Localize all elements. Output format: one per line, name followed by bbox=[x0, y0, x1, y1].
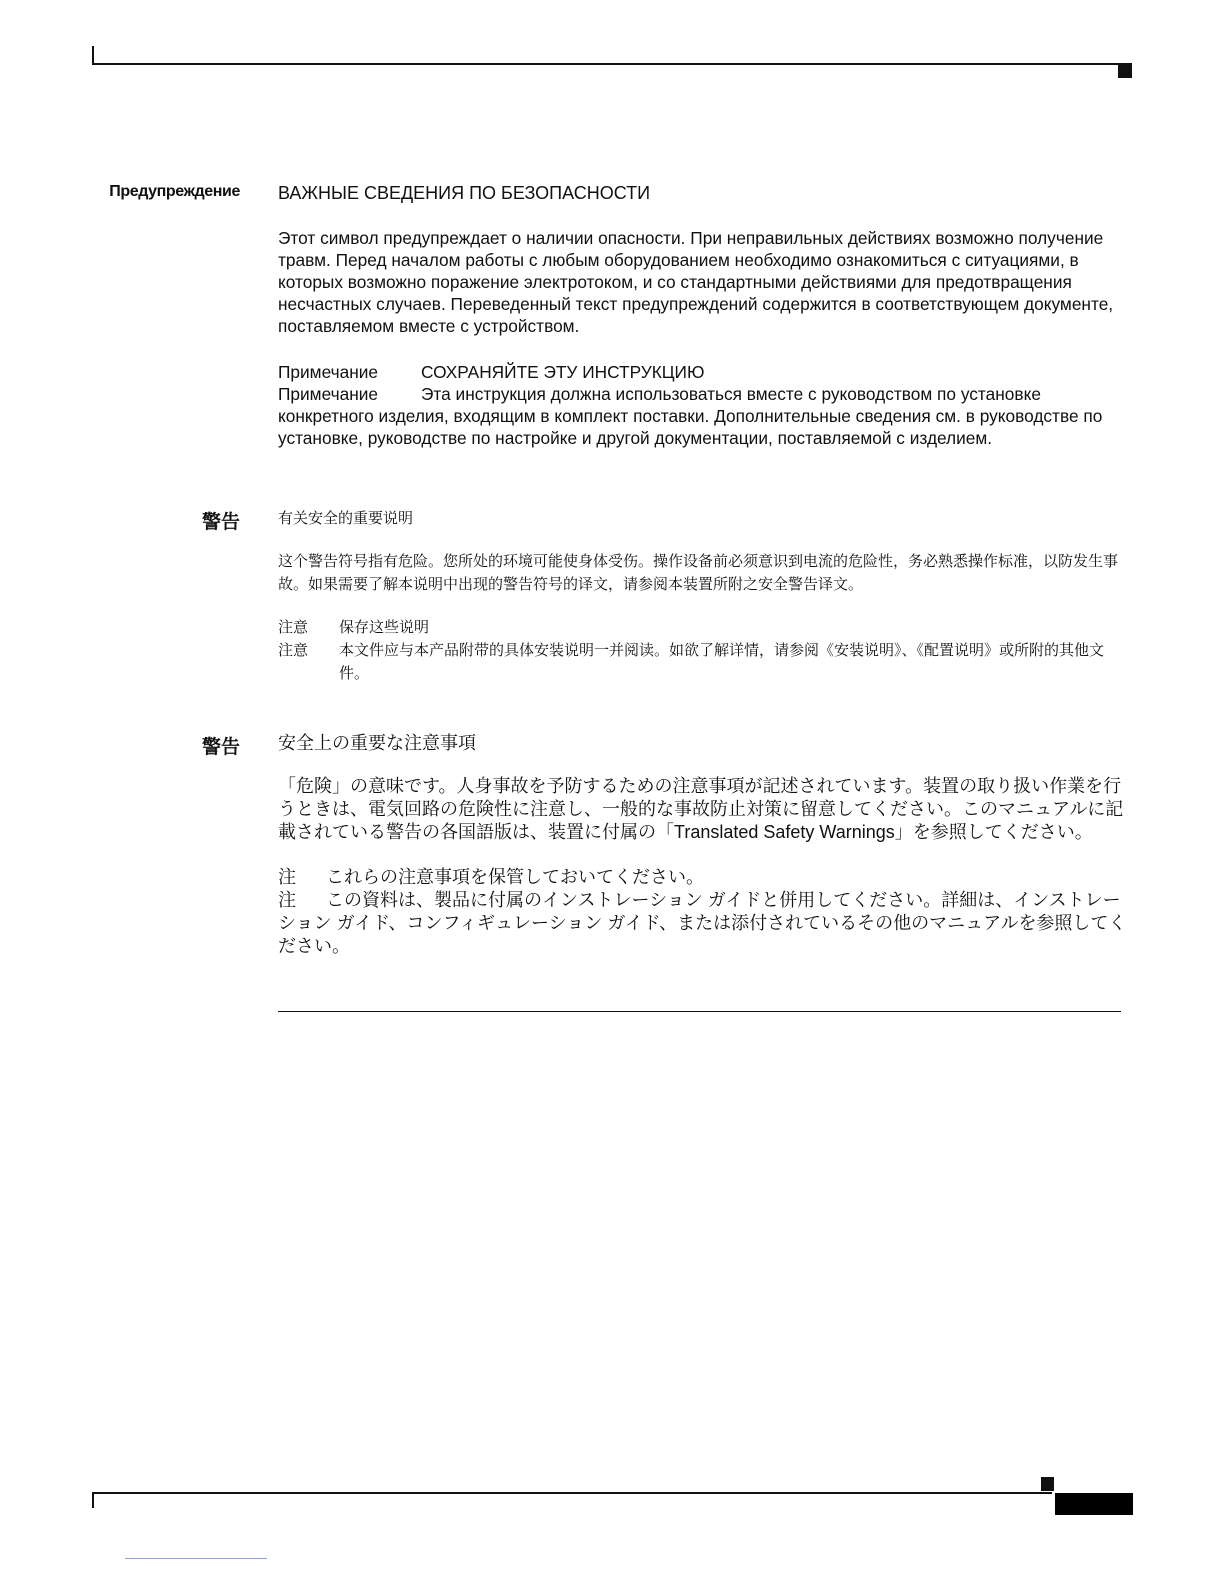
warning-label-ja: 警告 bbox=[201, 737, 240, 758]
note-zh-2 bbox=[278, 639, 1128, 685]
footer-small-mark bbox=[1041, 1477, 1054, 1491]
footer-rule bbox=[92, 1492, 1052, 1494]
note-ru-2-continued: конкретного изделия, входящим в комплект поставки. Дополнительные сведения см. в руководстве по установке, руководстве по настройке и другой документации, поставляемой с изделием. bbox=[278, 406, 1103, 448]
notes-zh bbox=[278, 616, 1128, 685]
note-label: Примечание bbox=[278, 384, 379, 404]
note-text: Эта инструкция должна использоваться вместе с руководством по установке bbox=[421, 384, 1041, 404]
footer-page-box bbox=[1055, 1493, 1133, 1515]
warning-section-zh bbox=[278, 507, 1128, 685]
note-text: СОХРАНЯЙТЕ ЭТУ ИНСТРУКЦИЮ bbox=[421, 362, 705, 382]
note-label: 注 bbox=[278, 890, 296, 910]
note-text: この資料は、製品に付属のインストレーション ガイドと併用してください。詳細は、インストレーション ガイド、コンフィギュレーション ガイド、または添付されているその他のマニュアルを参照してください。 bbox=[278, 890, 1127, 956]
note-label: Примечание bbox=[278, 362, 379, 382]
header-left-tick bbox=[92, 46, 94, 64]
note-text: 保存这些说明 bbox=[339, 619, 430, 636]
notes-ja bbox=[278, 866, 1128, 958]
note-zh-1 bbox=[278, 616, 1128, 639]
header-right-mark bbox=[1118, 65, 1132, 78]
warning-label-zh: 警告 bbox=[201, 512, 240, 533]
note-text: 本文件应与本产品附带的具体安装说明一并阅读。如欲了解详情，请参阅《安装说明》、《配置说明》或所附的其他文件。 bbox=[339, 642, 1105, 682]
warning-title-zh: 有关安全的重要说明 bbox=[278, 510, 414, 527]
warning-section-ja bbox=[278, 732, 1128, 958]
footer-left-tick bbox=[92, 1492, 94, 1508]
note-text: これらの注意事項を保管しておいてください。 bbox=[326, 867, 704, 887]
note-ru-1 bbox=[278, 361, 1128, 383]
note-label: 注 bbox=[278, 867, 296, 887]
footer-link-underline bbox=[125, 1558, 267, 1559]
note-ja-2 bbox=[278, 889, 1128, 958]
warning-body-ru: Этот символ предупреждает о наличии опасности. При неправильных действиях возможно получение травм. Перед началом работы с любым оборудованием необходимо ознакомиться с ситуациями, в которых возможно поражение электротоком, и со стандартными действиями для предотвращения несчастных случаев. Переведенный текст предупреждений содержится в соответствующем документе, поставляемом вместе с устройством. bbox=[278, 228, 1114, 336]
notes-ru bbox=[278, 361, 1128, 449]
note-ru-2 bbox=[278, 383, 1128, 405]
warning-body-zh: 这个警告符号指有危险。您所处的环境可能使身体受伤。操作设备前必须意识到电流的危险性，务必熟悉操作标准，以防发生事故。如果需要了解本说明中出现的警告符号的译文，请参阅本装置所附之安全警告译文。 bbox=[278, 553, 1119, 593]
warning-title-ru: ВАЖНЫЕ СВЕДЕНИЯ ПО БЕЗОПАСНОСТИ bbox=[278, 183, 651, 203]
note-label: 注意 bbox=[278, 619, 309, 636]
warning-label-ru: Предупреждение bbox=[109, 183, 240, 200]
note-ja-1 bbox=[278, 866, 1128, 889]
section-end-rule bbox=[278, 1011, 1121, 1012]
header-rule bbox=[92, 63, 1132, 65]
warning-section-ru bbox=[278, 183, 1128, 449]
warning-title-ja: 安全上の重要な注意事項 bbox=[278, 733, 476, 753]
warning-body-ja: 「危険」の意味です。人身事故を予防するための注意事項が記述されています。装置の取り扱い作業を行うときは、電気回路の危険性に注意し、一般的な事故防止対策に留意してください。このマニュアルに記載されている警告の各国語版は、装置に付属の「Translated Safety Warnings」を参照してください。 bbox=[278, 776, 1124, 842]
note-label: 注意 bbox=[278, 642, 309, 659]
